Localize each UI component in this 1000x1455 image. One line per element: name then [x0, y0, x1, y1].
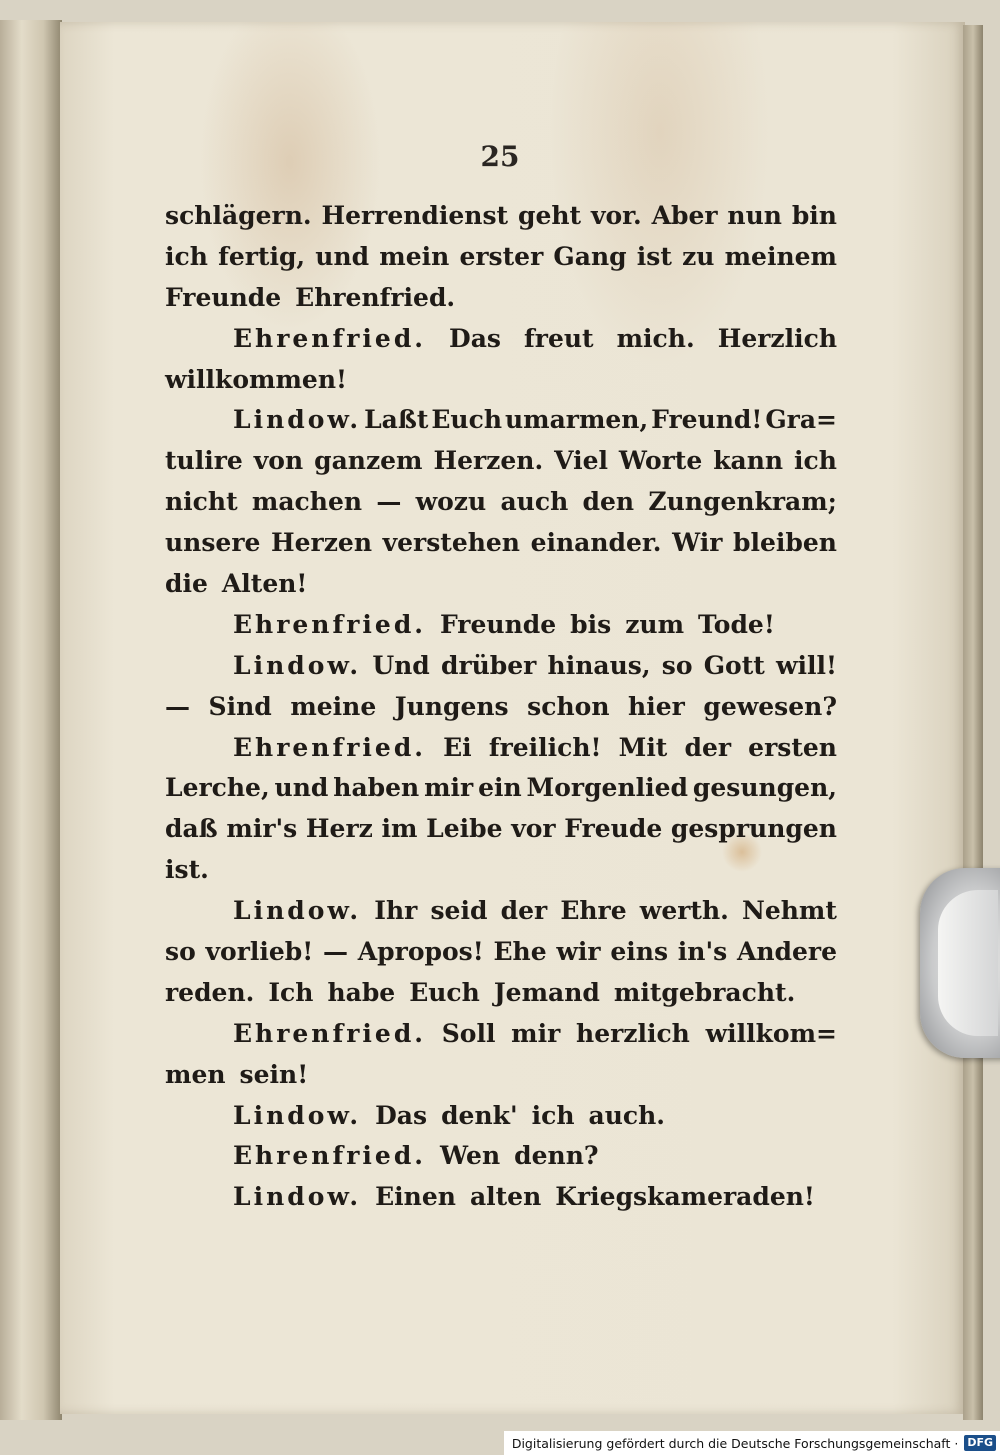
text-line: schlägern. Herrendienst geht vor. Aber nun bin: [165, 201, 837, 230]
text-line: Lindow. Das denk' ich auch.: [233, 1100, 666, 1130]
text-line: daß mir's Herz im Leibe vor Freude gesprungen: [165, 814, 837, 844]
text-line: Ehrenfried. Ei freilich! Mit der ersten: [233, 732, 837, 762]
text-line: reden. Ich habe Euch Jemand mitgebracht.: [165, 977, 796, 1007]
text-line: willkommen!: [165, 364, 347, 394]
dfg-logo: DFG: [964, 1435, 996, 1451]
text-line: Ehrenfried. Das freut mich. Herzlich: [233, 323, 837, 353]
text-line: die Alten!: [165, 569, 308, 599]
body-text: [165, 196, 837, 1218]
text-line: unsere Herzen verstehen einander. Wir bleiben: [165, 528, 837, 558]
text-line: Lindow. Ihr seid der Ehre werth. Nehmt: [233, 896, 837, 926]
page-clip: [920, 868, 1000, 1058]
book-left-edge: [0, 20, 62, 1420]
book-right-edge: [963, 25, 983, 1420]
footer-text: Digitalisierung gefördert durch die Deutsche Forschungsgemeinschaft ·: [511, 1435, 959, 1451]
text-line: Freunde Ehrenfried.: [165, 282, 456, 312]
text-line: Ehrenfried. Soll mir herzlich willkom=: [233, 1018, 837, 1048]
text-line: Ehrenfried. Wen denn?: [233, 1141, 599, 1171]
text-line: Ehrenfried. Freunde bis zum Tode!: [233, 609, 775, 639]
text-line: nicht machen — wozu auch den Zungenkram;: [165, 487, 837, 517]
text-line: Lindow. Und drüber hinaus, so Gott will!: [233, 650, 837, 680]
text-line: so vorlieb! — Apropos! Ehe wir eins in's Andere: [165, 937, 837, 967]
text-line: ist.: [165, 855, 209, 885]
text-line: men sein!: [165, 1059, 309, 1089]
digitization-footer: [504, 1431, 1000, 1455]
page-number: 25: [480, 140, 520, 173]
text-line: Lerche, und haben mir ein Morgenlied gesungen,: [165, 773, 837, 803]
text-line: — Sind meine Jungens schon hier gewesen?: [165, 691, 837, 721]
text-line: ich fertig, und mein erster Gang ist zu meinem: [165, 241, 837, 271]
text-line: tulire von ganzem Herzen. Viel Worte kann ich: [165, 446, 837, 476]
text-line: Lindow. Einen alten Kriegskameraden!: [233, 1182, 815, 1212]
text-line: Lindow. Laßt Euch umarmen, Freund! Gra=: [233, 405, 837, 435]
